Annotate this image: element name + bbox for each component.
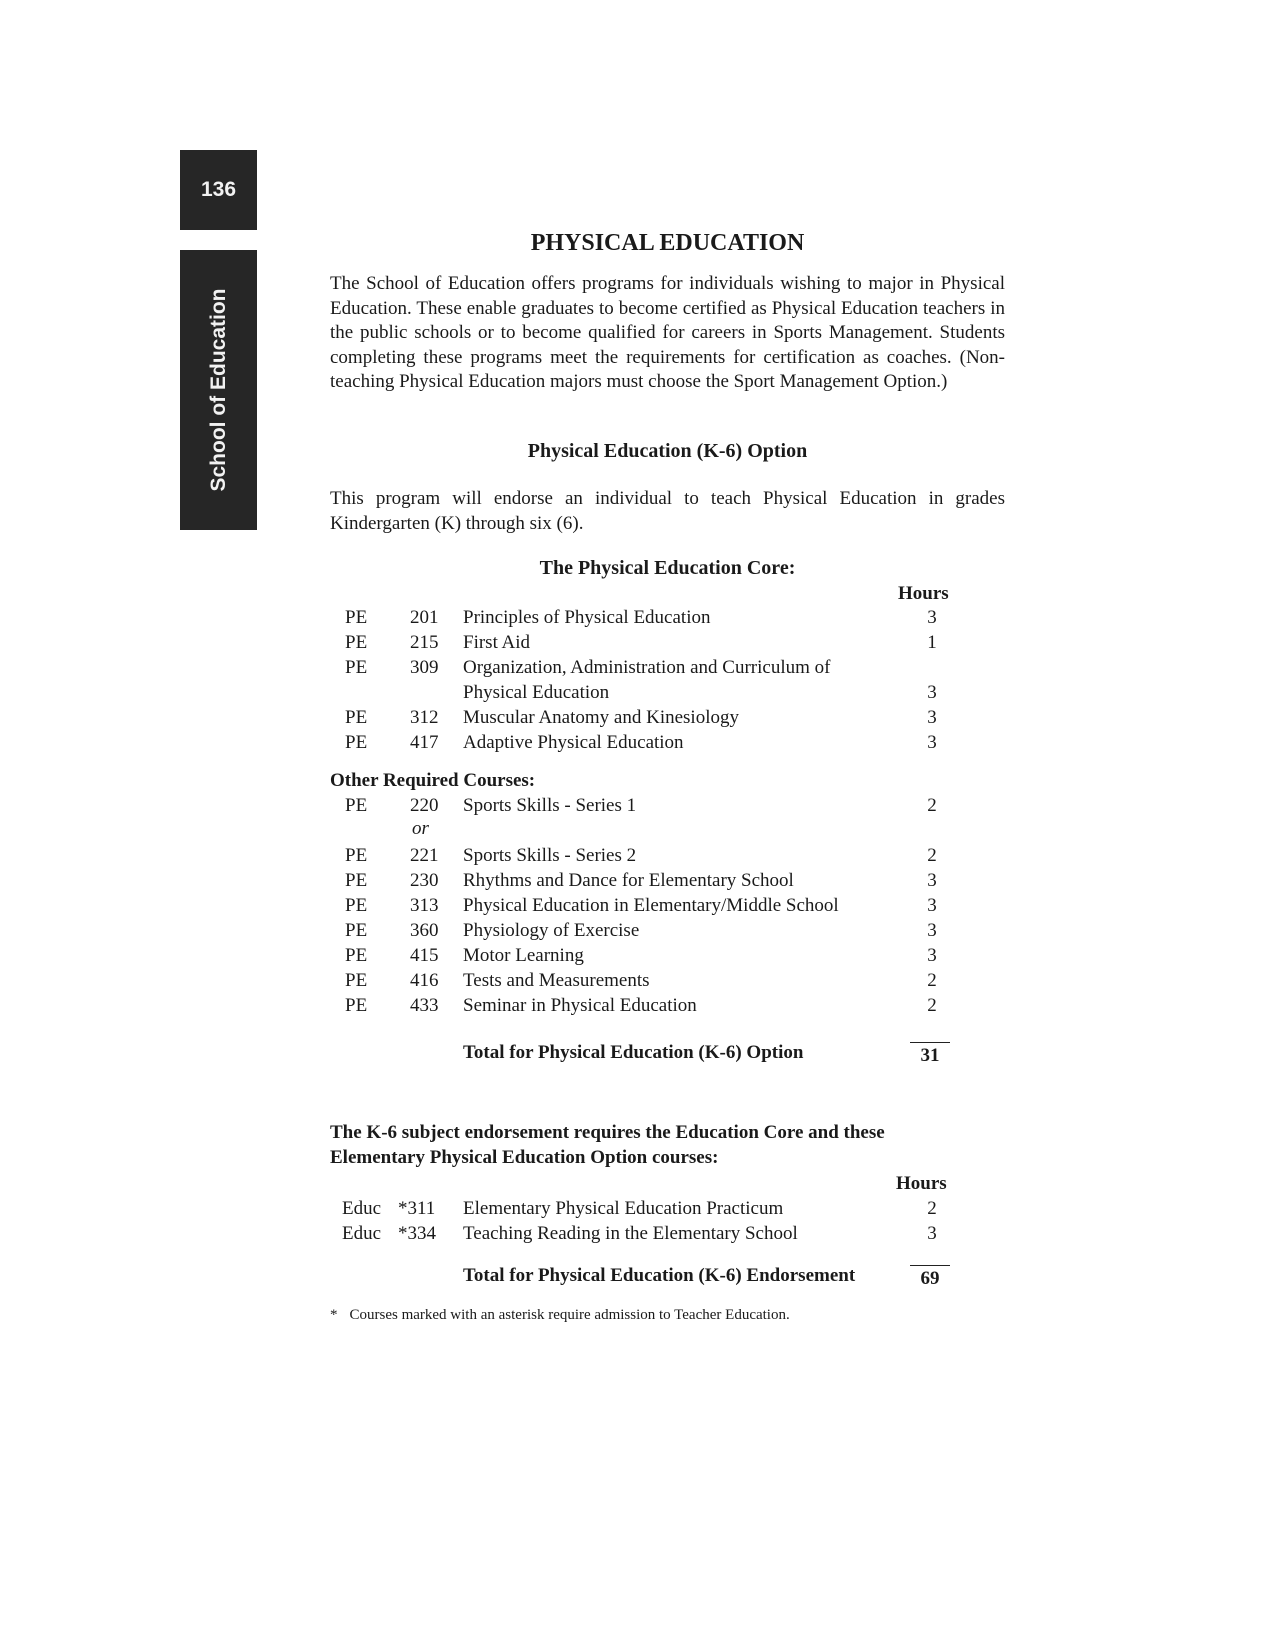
endorsement-intro-line1: The K-6 subject endorsement requires the Education Core and these <box>330 1122 885 1143</box>
section-tab <box>180 250 257 530</box>
course-subject: PE <box>345 795 368 816</box>
course-number: 433 <box>410 995 439 1016</box>
course-number: *311 <box>398 1198 436 1219</box>
course-name: Physiology of Exercise <box>463 920 640 941</box>
table-row <box>330 1223 950 1248</box>
course-number: 417 <box>410 732 439 753</box>
course-hours: 3 <box>927 607 937 628</box>
course-name: Rhythms and Dance for Elementary School <box>463 870 794 891</box>
course-number: 360 <box>410 920 439 941</box>
option-heading: Physical Education (K-6) Option <box>527 440 808 462</box>
table-row <box>330 870 950 895</box>
course-subject: PE <box>345 707 368 728</box>
course-hours: 3 <box>927 945 937 966</box>
table-row <box>330 845 950 870</box>
course-hours: 1 <box>927 632 937 653</box>
page-number-tab <box>180 150 257 230</box>
course-hours: 3 <box>927 870 937 891</box>
table-row <box>330 732 950 757</box>
intro-paragraph: The School of Education offers programs for individuals wishing to major in Physical Education. These enable graduates to become certified as Physical Education teachers in the public schools or to become qualified for careers in Sports Management. Students completing these programs meet the requirements for certification as coaches. (Non-teaching Physical Education majors must choose the Sport Management Option.) <box>330 273 1005 392</box>
course-hours: 3 <box>927 707 937 728</box>
course-subject: PE <box>345 970 368 991</box>
course-subject: Educ <box>342 1223 382 1244</box>
course-hours: 2 <box>927 1198 937 1219</box>
course-subject: PE <box>345 995 368 1016</box>
course-name: Teaching Reading in the Elementary School <box>463 1223 798 1244</box>
table-row <box>330 895 950 920</box>
option-total-value: 31 <box>910 1042 950 1067</box>
course-subject: PE <box>345 632 368 653</box>
page-title: PHYSICAL EDUCATION <box>530 230 805 256</box>
endorsement-total-label: Total for Physical Education (K-6) Endorsement <box>463 1265 856 1286</box>
course-number: 201 <box>410 607 439 628</box>
core-hours-header: Hours <box>898 583 949 604</box>
course-hours: 2 <box>927 795 937 816</box>
table-row <box>330 920 950 945</box>
course-name: Muscular Anatomy and Kinesiology <box>463 707 739 728</box>
course-name: Adaptive Physical Education <box>463 732 684 753</box>
table-row <box>330 970 950 995</box>
option-description: This program will endorse an individual to teach Physical Education in grades Kindergarten (K) through six (6). <box>330 488 1005 534</box>
footnote-marker: * <box>330 1307 338 1323</box>
endorsement-hours-header: Hours <box>896 1173 947 1194</box>
table-row <box>330 607 950 632</box>
course-name: Sports Skills - Series 2 <box>463 845 637 866</box>
course-hours: 2 <box>927 845 937 866</box>
table-row <box>330 657 950 707</box>
option-total-label: Total for Physical Education (K-6) Option <box>463 1042 804 1063</box>
footnote-text: Courses marked with an asterisk require admission to Teacher Education. <box>349 1307 790 1323</box>
course-name: Motor Learning <box>463 945 584 966</box>
course-hours: 3 <box>927 682 937 703</box>
course-number: 215 <box>410 632 439 653</box>
course-subject: PE <box>345 895 368 916</box>
course-hours: 2 <box>927 995 937 1016</box>
table-row <box>330 1198 950 1223</box>
course-subject: PE <box>345 732 368 753</box>
course-number: 416 <box>410 970 439 991</box>
course-subject: Educ <box>342 1198 382 1219</box>
course-hours: 3 <box>927 1223 937 1244</box>
endorsement-intro-line2: Elementary Physical Education Option courses: <box>330 1147 719 1168</box>
table-row <box>330 945 950 970</box>
course-name: Seminar in Physical Education <box>463 995 697 1016</box>
course-subject: PE <box>345 870 368 891</box>
other-courses-heading: Other Required Courses: <box>330 770 536 791</box>
page-number: 136 <box>200 178 237 201</box>
course-name-continued: Physical Education <box>463 682 610 703</box>
course-subject: PE <box>345 607 368 628</box>
course-subject: PE <box>345 657 368 678</box>
course-name: First Aid <box>463 632 531 653</box>
section-label: School of Education <box>206 288 230 492</box>
course-number: 220 <box>410 795 439 816</box>
table-row <box>330 707 950 732</box>
course-number: 309 <box>410 657 439 678</box>
table-row <box>330 632 950 657</box>
footnote <box>330 1307 790 1324</box>
course-number: 313 <box>410 895 439 916</box>
course-number: 230 <box>410 870 439 891</box>
course-subject: PE <box>345 845 368 866</box>
table-row <box>330 995 950 1020</box>
endorsement-total-value: 69 <box>910 1265 950 1290</box>
course-number: 415 <box>410 945 439 966</box>
course-number: *334 <box>398 1223 436 1244</box>
core-heading: The Physical Education Core: <box>539 557 796 579</box>
course-name: Principles of Physical Education <box>463 607 711 628</box>
course-name: Tests and Measurements <box>463 970 650 991</box>
course-name: Physical Education in Elementary/Middle School <box>463 895 839 916</box>
course-number: 221 <box>410 845 439 866</box>
course-hours: 3 <box>927 920 937 941</box>
course-hours: 3 <box>927 895 937 916</box>
course-subject: PE <box>345 920 368 941</box>
course-number: 312 <box>410 707 439 728</box>
course-subject: PE <box>345 945 368 966</box>
course-name: Organization, Administration and Curriculum of <box>463 657 831 678</box>
course-name: Sports Skills - Series 1 <box>463 795 637 816</box>
course-name: Elementary Physical Education Practicum <box>463 1198 784 1219</box>
or-label: or <box>412 818 429 839</box>
course-hours: 3 <box>927 732 937 753</box>
course-hours: 2 <box>927 970 937 991</box>
table-row <box>330 795 950 820</box>
